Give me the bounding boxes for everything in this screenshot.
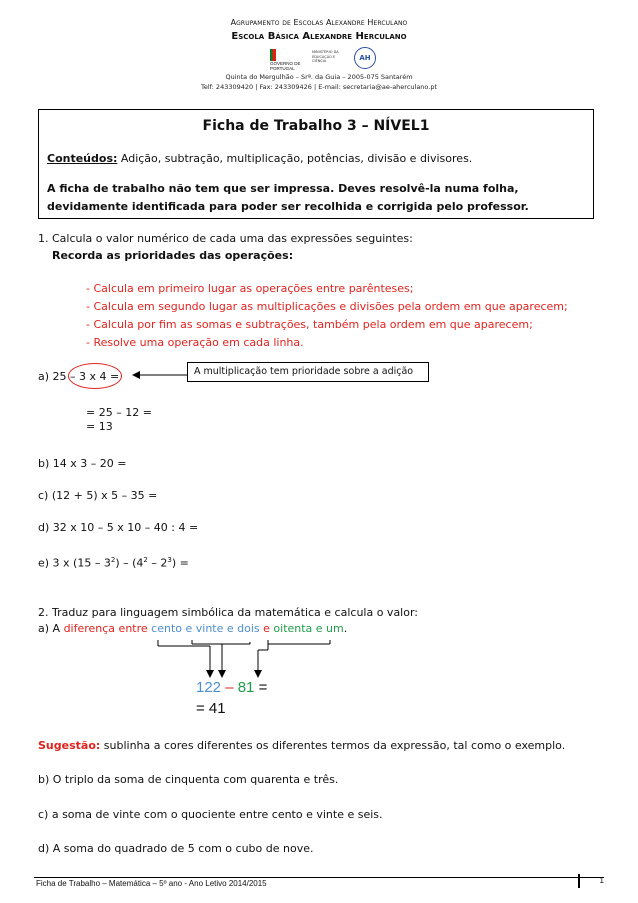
q2-d-statement: d) A soma do quadrado de 5 com o cubo de nove. [38,842,314,855]
q1-b-expression: b) 14 x 3 – 20 = [38,457,127,470]
school-group-name: Agrupamento de Escolas Alexandre Herculano [230,18,408,27]
q2-a-expression: 122 – 81 = [196,679,268,696]
government-logo: GOVERNO DE PORTUGAL [270,49,306,65]
logos [270,47,370,69]
school-contacts: Telf: 243309420 | Fax: 243309426 | E-mail: secretaria@ae-aherculano.pt [200,83,438,91]
term-122: cento e vinte e dois [151,622,260,635]
q2-b-statement: b) O triplo da soma de cinquenta com quarenta e três. [38,773,339,786]
footer-divider [34,877,604,878]
q1-rule-2: - Calcula em segundo lugar as multiplicações e divisões pela ordem em que aparecem; [86,300,568,313]
q1-rule-3: - Calcula por fim as somas e subtrações, também pela ordem em que aparecem; [86,318,533,331]
term-81: oitenta e um [273,622,344,635]
school-name: Escola Básica Alexandre Herculano [231,31,407,42]
contents-text: Adição, subtração, multiplicação, potências, divisão e divisores. [117,152,473,165]
translation-brackets [150,640,350,680]
q1-rule-4: - Resolve uma operação em cada linha. [86,336,304,349]
suggestion-line: Sugestão: sublinha a cores diferentes os diferentes termos da expressão, tal como o exemplo. [38,739,566,752]
q1-a-step-1: = 25 – 12 = [86,406,152,419]
contents-label: Conteúdos: [47,152,118,165]
q2-a-statement: a) A diferença entre cento e vinte e dois e oitenta e um. [38,622,348,635]
worksheet-note: A ficha de trabalho não tem que ser impressa. Deves resolvê-la numa folha, devidamente identificada para poder ser recolhida e corrigida pelo professor. [47,182,529,213]
q1-e-expression: e) 3 x $(15 - 3^2) - (4^2 - 2^3)$ = [38,556,189,570]
q2-c-statement: c) a soma de vinte com o quociente entre cento e vinte e seis. [38,808,383,821]
q1-d-expression: d) 32 x 10 – 5 x 10 – 40 : 4 = [38,521,199,534]
arrow-left-icon [132,368,188,382]
suggestion-label: Sugestão: [38,739,101,752]
priority-callout: A multiplicação tem prioridade sobre a adição [187,362,429,382]
page-number: 1 [578,874,604,888]
footer-text: Ficha de Trabalho – Matemática – 5º ano - Ano Letivo 2014/2015 [36,879,267,888]
q1-c-expression: c) (12 + 5) x 5 – 35 = [38,489,158,502]
q2-intro: 2. Traduz para linguagem simbólica da matemática e calcula o valor: [38,606,419,619]
q1-subtitle: Recorda as prioridades das operações: [52,249,294,262]
school-address: Quinta do Mergulhão – Srª. da Guia – 2005-075 Santarém [225,73,413,81]
q1-a-expression: a) 25 – 3 x 4 = [38,370,120,383]
school-logo: AH [354,47,376,69]
q1-rule-1: - Calcula em primeiro lugar as operações entre parênteses; [86,282,414,295]
worksheet-info-box [38,109,594,219]
q2-a-result: = 41 [196,700,226,717]
ministry-logo: MINISTÉRIO DA EDUCAÇÃO E CIÊNCIA [312,50,339,63]
highlight-circle [68,363,122,389]
contents-line [47,152,472,165]
q1-a-step-2: = 13 [86,420,113,433]
worksheet-title: Ficha de Trabalho 3 – NÍVEL1 [202,118,430,134]
term-difference: diferença entre [63,622,148,635]
q1-intro: 1. Calcula o valor numérico de cada uma das expressões seguintes: [38,232,413,245]
